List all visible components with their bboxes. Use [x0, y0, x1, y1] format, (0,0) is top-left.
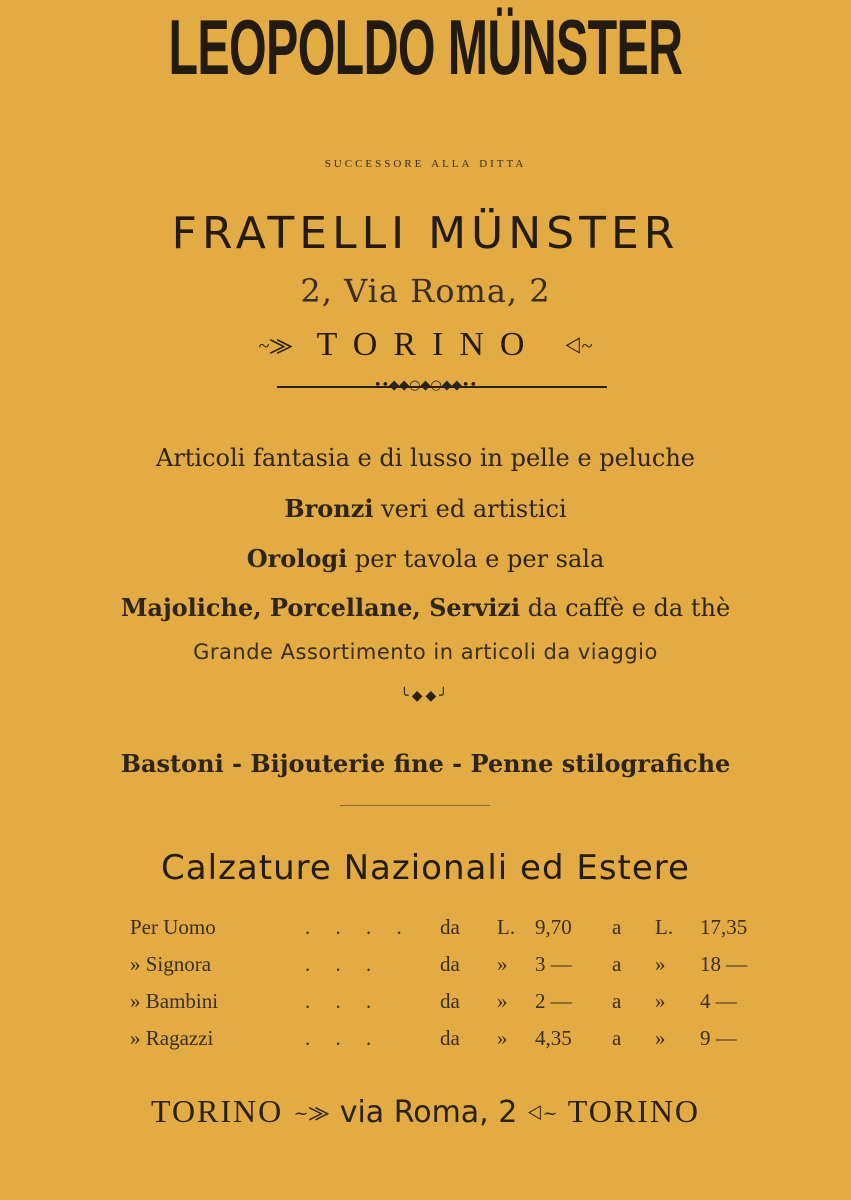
footer-line [0, 1092, 851, 1130]
product-line-4-rest: da caffè e da thè [520, 594, 731, 622]
row-label: » Ragazzi [130, 1026, 214, 1050]
footer-left-ornament-icon: ~⨠ [293, 1103, 330, 1124]
product-line-4 [0, 593, 851, 622]
row-currency-from: » [497, 1026, 508, 1050]
small-ornament-icon: ╰◆◆╯ [400, 688, 451, 704]
city-name: TORINO [316, 326, 541, 363]
table-row [130, 915, 760, 952]
row-dots: . . . [305, 1026, 382, 1050]
product-line-3-bold: Orologi [246, 544, 348, 573]
right-ornament-icon: ⨞~ [564, 335, 593, 358]
row-currency-to: L. [655, 915, 674, 939]
row-dots: . . . [305, 952, 382, 976]
row-a: a [612, 915, 622, 939]
shoes-heading: Calzature Nazionali ed Estere [161, 848, 690, 888]
divider-ornament-icon: ••◆◆○◆○◆◆•• [373, 378, 478, 393]
footer-city-right: TORINO [567, 1093, 701, 1129]
product-line-6: Bastoni - Bijouterie fine - Penne stilografiche [120, 749, 731, 778]
row-currency-from: » [497, 989, 508, 1013]
row-price-from: 2 — [535, 989, 572, 1013]
row-label: » Signora [130, 952, 212, 976]
row-da: da [440, 989, 460, 1013]
row-currency-to: » [655, 952, 666, 976]
table-row [130, 1026, 760, 1063]
product-line-2-rest: veri ed artistici [373, 495, 567, 523]
row-da: da [440, 915, 460, 939]
price-table [130, 915, 760, 1063]
row-price-from: 3 — [535, 952, 572, 976]
row-price-from: 9,70 [535, 915, 572, 939]
row-dots: . . . [305, 989, 382, 1013]
row-price-from: 4,35 [535, 1026, 572, 1050]
row-dots: . . . . [305, 915, 412, 939]
row-label: Per Uomo [130, 915, 216, 939]
row-currency-to: » [655, 989, 666, 1013]
row-a: a [612, 989, 622, 1013]
row-price-to: 4 — [700, 989, 737, 1013]
row-da: da [440, 952, 460, 976]
row-currency-from: » [497, 952, 508, 976]
merchant-title: LEOPOLDO MÜNSTER [168, 3, 683, 91]
left-ornament-icon: ~⨠ [258, 335, 293, 358]
product-line-3 [0, 544, 851, 573]
row-currency-from: L. [497, 915, 516, 939]
product-line-2 [0, 494, 851, 523]
row-da: da [440, 1026, 460, 1050]
product-line-2-bold: Bronzi [284, 494, 374, 523]
successor-line: successore alla ditta [324, 155, 527, 171]
table-row [130, 952, 760, 989]
row-price-to: 9 — [700, 1026, 737, 1050]
row-price-to: 18 — [700, 952, 748, 976]
footer-address: via Roma, 2 [339, 1095, 518, 1130]
row-a: a [612, 952, 622, 976]
row-a: a [612, 1026, 622, 1050]
row-label: » Bambini [130, 989, 219, 1013]
footer-city-left: TORINO [150, 1093, 284, 1129]
row-currency-to: » [655, 1026, 666, 1050]
product-line-5: Grande Assortimento in articoli da viaggio [193, 640, 658, 664]
product-line-4-bold: Majoliche, Porcellane, Servizi [120, 593, 521, 622]
address-line: 2, Via Roma, 2 [300, 272, 551, 310]
footer-right-ornament-icon: ⨞~ [527, 1103, 558, 1124]
row-price-to: 17,35 [700, 915, 748, 939]
product-line-3-rest: per tavola e per sala [347, 545, 605, 573]
product-line-1: Articoli fantasia e di lusso in pelle e peluche [155, 444, 695, 472]
thin-divider [340, 805, 490, 806]
city-line [0, 326, 851, 364]
table-row [130, 989, 760, 1026]
firm-name: FRATELLI MÜNSTER [171, 208, 680, 259]
